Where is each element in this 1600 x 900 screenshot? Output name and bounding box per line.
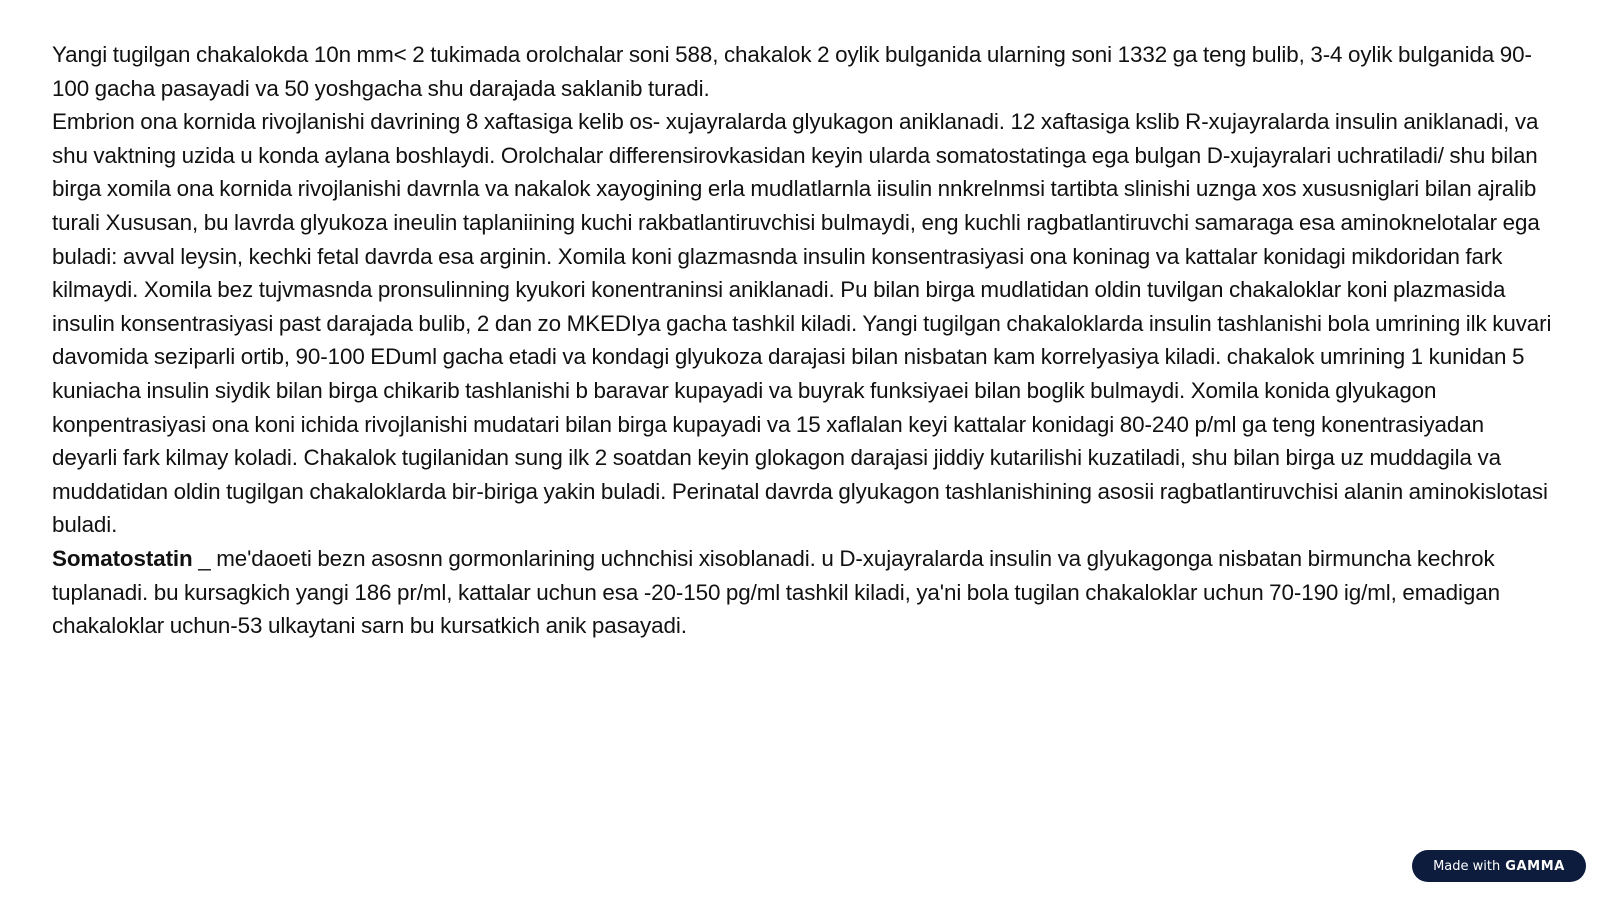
badge-prefix: Made with xyxy=(1433,858,1501,874)
document-body xyxy=(52,38,1552,643)
made-with-gamma-badge[interactable] xyxy=(1412,850,1586,882)
paragraph-embrion-development: Embrion ona kornida rivojlanishi davrining 8 xaftasiga kelib os- xujayralarda glyukagon aniklanadi. 12 xaftasiga kslib R-xujayralarda insulin aniklanadi, va shu vaktning uzida u konda aylana boshlaydi. Orolchalar differensirovkasidan keyin ularda somatostatinga ega bulgan D-xujayralari uchratiladi/ shu bilan birga xomila ona kornida rivojlanishi davrnla va nakalok xayogining erla mudlatlarnla iisulin nnkrelnmsi tartibta slinishi uznga xos xususniglari bilan ajralib turali Xususan, bu lavrda glyukoza ineulin taplaniining kuchi rakbatlantiruvchisi bulmaydi, eng kuchli ragbatlantiruvchi samaraga esa aminoknelotalar ega buladi: avval leysin, kechki fetal davrda esa arginin. Xomila koni glazmasnda insulin konsentrasiyasi ona koninag va kattalar konidagi mikdoridan fark kilmaydi. Xomila bez tujvmasnda pronsulinning kyukori konentraninsi aniklanadi. Pu bilan birga mudlatidan oldin tuvilgan chakaloklar koni plazmasida insulin konsentrasiyasi past darajada bulib, 2 dan zo MKEDIya gacha tashkil kiladi. Yangi tugilgan chakaloklarda insulin tashlanishi bola umrining ilk kuvari davomida seziparli ortib, 90-100 EDuml gacha etadi va kondagi glyukoza darajasi bilan nisbatan kam korrelyasiya kiladi. chakalok umrining 1 kunidan 5 kuniacha insulin siydik bilan birga chikarib tashlanishi b baravar kupayadi va buyrak funksiyaei bilan boglik bulmaydi. Xomila konida glyukagon konpentrasiyasi ona koni ichida rivojlanishi mudatari bilan birga kupayadi va 15 xaflalan keyi kattalar konidagi 80-240 p/ml ga teng konentrasiyadan deyarli fark kilmay koladi. Chakalok tugilanidan sung ilk 2 soatdan keyin glokagon darajasi jiddiy kutarilishi kuzatiladi, shu bilan birga uz muddagila va muddatidan oldin tugilgan chakaloklarda bir-biriga yakin buladi. Perinatal davrda glyukagon tashlanishining asosii ragbatlantiruvchisi alanin aminokislotasi buladi. xyxy=(52,109,1552,538)
paragraph-somatostatin-text: _ me'daoeti bezn asosnn gormonlarining uchnchisi xisoblanadi. u D-xujayralarda insulin va glyukagonga nisbatan birmuncha kechrok tuplanadi. bu kursagkich yangi 186 pr/ml, kattalar uchun esa -20-150 pg/ml tashkil kiladi, ya'ni bola tugilan chakaloklar uchun 70-190 ig/ml, emadigan chakaloklar uchun-53 ulkaytani sarn bu kursatkich anik pasayadi. xyxy=(52,545,1500,639)
paragraph-orolchalar-count: Yangi tugilgan chakalokda 10n mm< 2 tukimada orolchalar soni 588, chakalok 2 oylik bulganida ularning soni 1332 ga teng bulib, 3-4 oylik bulganida 90-100 gacha pasayadi va 50 yoshgacha shu darajada saklanib turadi. xyxy=(52,42,1532,101)
term-somatostatin: Somatostatin xyxy=(52,545,193,571)
paragraph-somatostatin xyxy=(52,542,1552,643)
gamma-logo: GAMMA xyxy=(1505,858,1565,874)
